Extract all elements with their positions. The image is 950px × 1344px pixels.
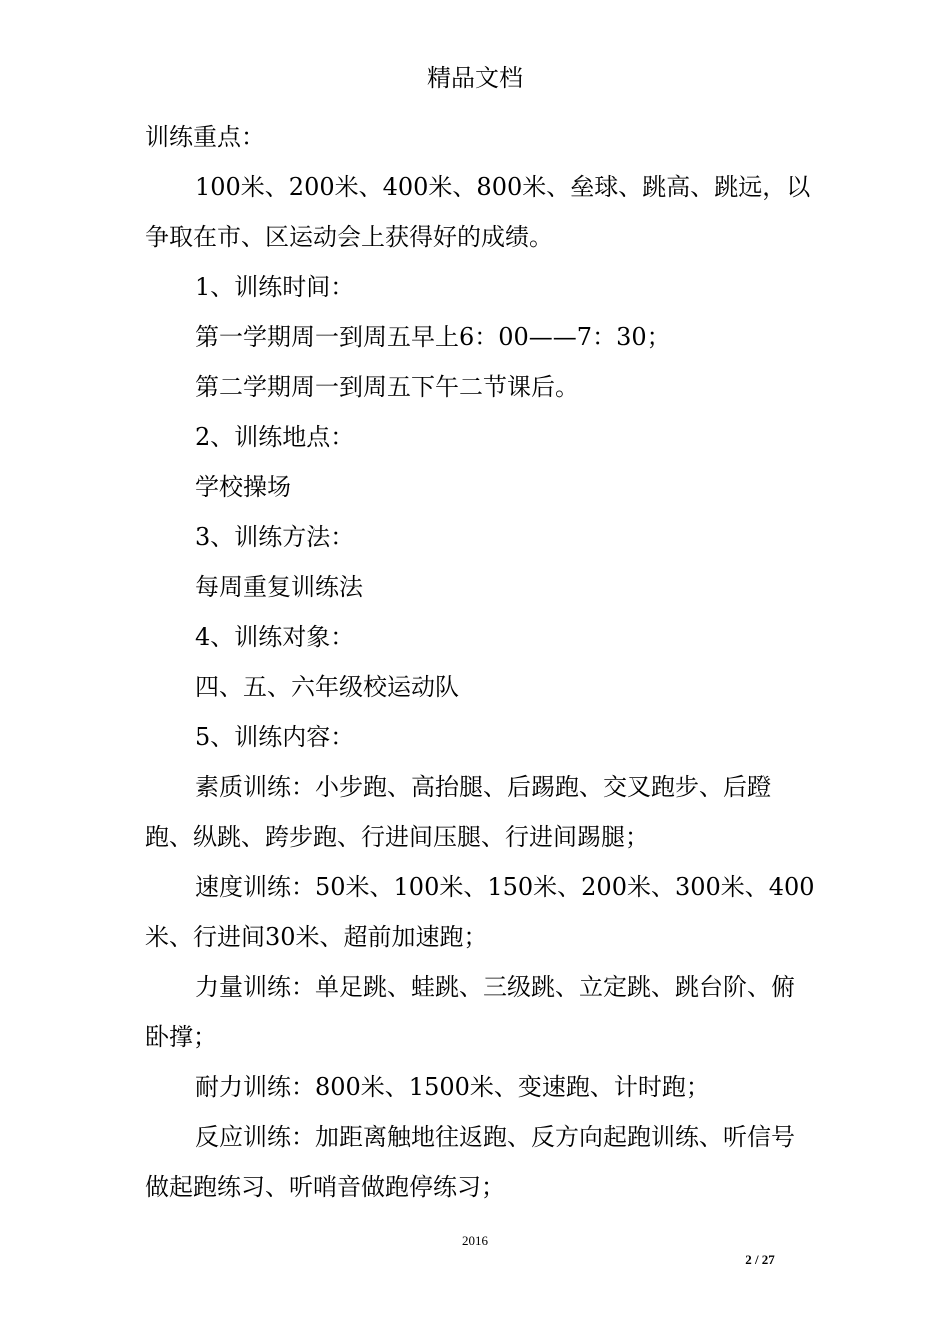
paragraph-first-semester-time: 第一学期周一到周五早上6：00——7：30； xyxy=(195,323,671,351)
paragraph-training-location: 学校操场 xyxy=(195,473,291,501)
page-header-title: 精品文档 xyxy=(427,64,523,92)
paragraph-training-focus-detail: 100米、200米、400米、800米、垒球、跳高、跳远，以争取在市、区运动会上获得好的成绩。 xyxy=(145,173,811,251)
paragraph-training-content-heading: 5、训练内容： xyxy=(195,723,355,751)
paragraph-quality-training: 素质训练：小步跑、高抬腿、后踢跑、交叉跑步、后蹬跑、纵跳、跨步跑、行进间压腿、行进间踢腿； xyxy=(145,773,771,851)
paragraph-training-focus-heading: 训练重点： xyxy=(145,123,265,151)
paragraph-speed-training: 速度训练：50米、100米、150米、200米、300米、400米、行进间30米、超前加速跑； xyxy=(145,873,815,951)
footer-year: 2016 xyxy=(462,1233,488,1248)
paragraph-reaction-training: 反应训练：加距离触地往返跑、反方向起跑训练、听信号做起跑练习、听哨音做跑停练习； xyxy=(145,1123,795,1201)
paragraph-training-method: 每周重复训练法 xyxy=(195,573,363,601)
paragraph-second-semester-time: 第二学期周一到周五下午二节课后。 xyxy=(195,373,579,401)
paragraph-endurance-training: 耐力训练：800米、1500米、变速跑、计时跑； xyxy=(195,1073,710,1101)
paragraph-training-time-heading: 1、训练时间： xyxy=(195,273,355,301)
paragraph-training-method-heading: 3、训练方法： xyxy=(195,523,355,551)
paragraph-training-location-heading: 2、训练地点： xyxy=(195,423,355,451)
page-number: 2 / 27 xyxy=(745,1252,775,1267)
document-body xyxy=(145,112,815,1212)
paragraph-strength-training: 力量训练：单足跳、蛙跳、三级跳、立定跳、跳台阶、俯卧撑； xyxy=(145,973,795,1051)
paragraph-training-target-heading: 4、训练对象： xyxy=(195,623,355,651)
paragraph-training-target: 四、五、六年级校运动队 xyxy=(195,673,459,701)
